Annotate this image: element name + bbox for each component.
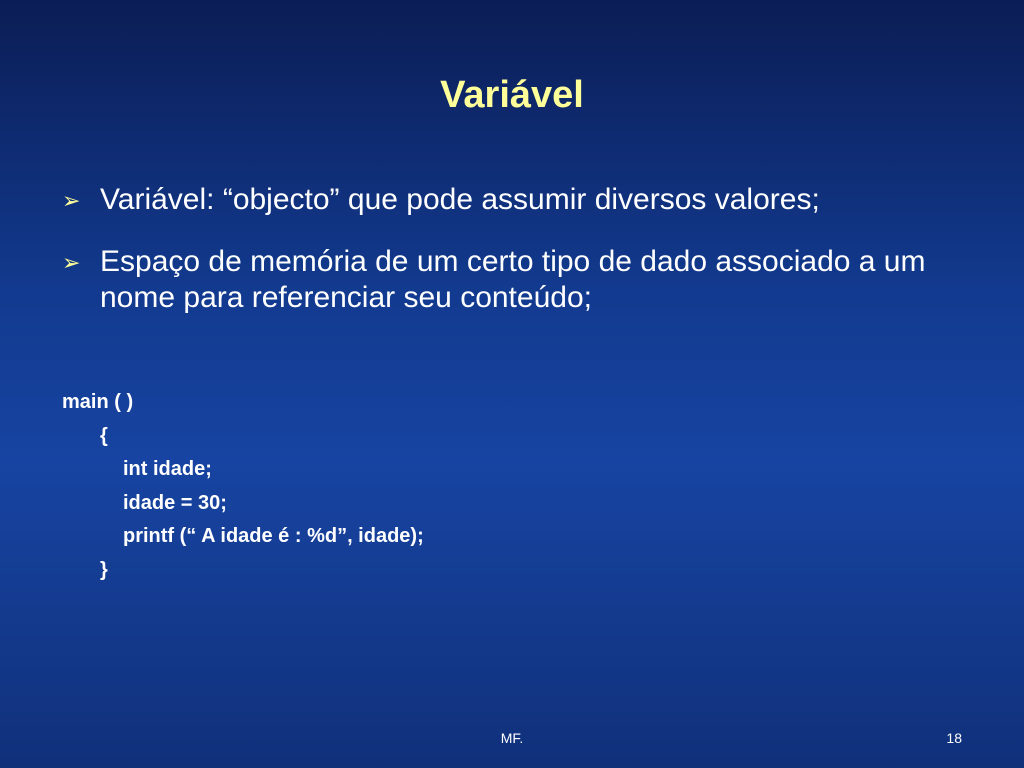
bullet-text: Variável: “objecto” que pode assumir diversos valores; <box>100 183 820 216</box>
slide-title: Variável <box>440 74 584 116</box>
footer-text: MF. <box>500 730 524 746</box>
bullet-list <box>60 182 980 342</box>
code-line: idade = 30; <box>123 491 227 514</box>
arrow-bullet-icon: ➢ <box>62 188 81 213</box>
code-block <box>62 386 424 587</box>
code-line: main ( ) <box>62 391 134 413</box>
code-line: } <box>100 558 108 581</box>
arrow-bullet-icon: ➢ <box>62 250 81 275</box>
code-line: { <box>100 424 108 447</box>
code-line: int idade; <box>123 458 212 480</box>
page-number: 18 <box>946 730 962 746</box>
bullet-text: Espaço de memória de um certo tipo de dado associado a um nome para referenciar seu conteúdo; <box>100 245 926 314</box>
bullet-item <box>60 244 980 316</box>
bullet-item <box>60 182 980 218</box>
code-line: printf (“ A idade é : %d”, idade); <box>123 525 424 547</box>
